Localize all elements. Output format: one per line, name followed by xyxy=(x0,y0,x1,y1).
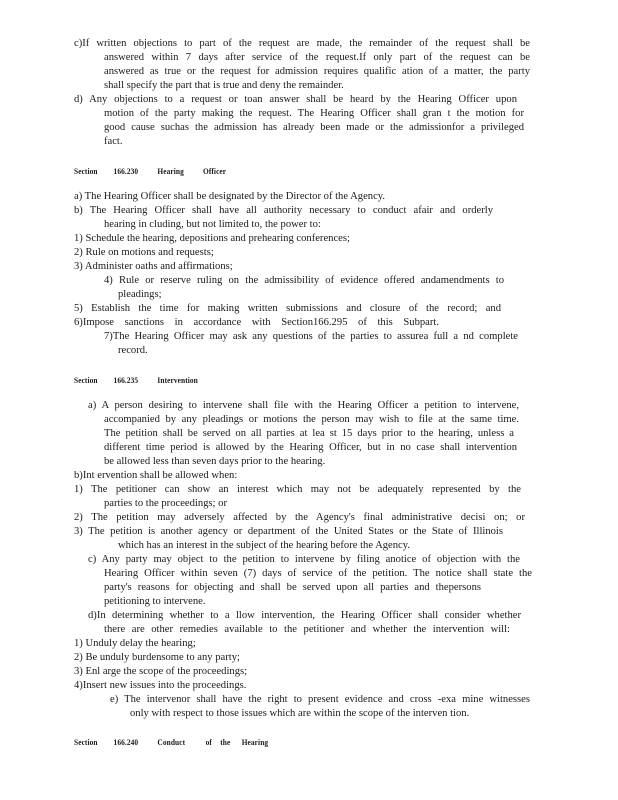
section-title-word: Hearing xyxy=(241,737,269,747)
section-235-line-4: different time period is allowed by the Hearing Officer, but in no case shall intervention xyxy=(104,442,517,453)
section-title-word: Officer xyxy=(203,166,227,176)
section-230-line-3: hearing in cluding, but not limited to, the power to: xyxy=(104,219,321,230)
section-number: 166.240 xyxy=(113,737,139,747)
section-235-line-16: d)In determining whether to a llow intervention, the Hearing Officer shall consider whether xyxy=(88,610,521,621)
section-title-word: the xyxy=(220,737,231,747)
section-230-line-5: 2) Rule on motions and requests; xyxy=(74,247,214,258)
section-label: Section xyxy=(74,166,98,176)
section-230-line-11: 7)The Hearing Officer may ask any questions of the parties to assurea full a nd complete xyxy=(104,331,518,342)
section-230-line-4: 1) Schedule the hearing, depositions and prehearing conferences; xyxy=(74,233,350,244)
section-235-line-15: petitioning to intervene. xyxy=(104,596,206,607)
section-235-line-14: party's reasons for objecting and shall be served upon all parties and thepersons xyxy=(104,582,481,593)
section-label: Section xyxy=(74,737,98,747)
section-235-line-5: be allowed less than seven days prior to the hearing. xyxy=(104,456,326,467)
section-235-line-22: e) The intervenor shall have the right to present evidence and cross -exa mine witnesses xyxy=(110,694,530,705)
paragraph-d-line-1: d) Any objections to a request or toan answer shall be heard by the Hearing Officer upon xyxy=(74,94,517,105)
section-title-word: of xyxy=(205,737,212,747)
section-235-line-20: 3) Enl arge the scope of the proceedings; xyxy=(74,666,248,677)
section-230-line-2: b) The Hearing Officer shall have all authority necessary to conduct afair and orderly xyxy=(74,205,493,216)
section-230-line-6: 3) Administer oaths and affirmations; xyxy=(74,261,233,272)
section-title-word: Intervention xyxy=(157,375,198,385)
paragraph-d-line-4: fact. xyxy=(104,136,123,147)
section-230-line-12: record. xyxy=(118,345,148,356)
paragraph-c-line-3: answered as true or the request for admission requires qualific ation of a matter, the party xyxy=(104,66,530,77)
section-label: Section xyxy=(74,375,98,385)
section-235-line-17: there are other remedies available to the petitioner and whether the intervention will: xyxy=(104,624,510,635)
paragraph-c-line-1: c)If written objections to part of the request are made, the remainder of the request shall be xyxy=(74,38,530,49)
section-number: 166.230 xyxy=(113,166,139,176)
section-title-word: Conduct xyxy=(157,737,186,747)
section-235-line-9: 2) The petition may adversely affected by the Agency's final administrative decisi on; or xyxy=(74,512,525,523)
section-number: 166.235 xyxy=(113,375,139,385)
section-235-line-19: 2) Be unduly burdensome to any party; xyxy=(74,652,240,663)
section-title-word: Hearing xyxy=(157,166,184,176)
section-heading-166-240 xyxy=(74,735,268,749)
section-230-line-7: 4) Rule or reserve ruling on the admissibility of evidence offered andamendments to xyxy=(104,275,504,286)
section-230-line-10: 6)Impose sanctions in accordance with Section166.295 of this Subpart. xyxy=(74,317,439,328)
section-230-line-9: 5) Establish the time for making written submissions and closure of the record; and xyxy=(74,303,501,314)
section-235-line-21: 4)Insert new issues into the proceedings. xyxy=(74,680,247,691)
section-235-line-11: which has an interest in the subject of the hearing before the Agency. xyxy=(118,540,411,551)
section-235-line-6: b)Int ervention shall be allowed when: xyxy=(74,470,238,481)
section-235-line-10: 3) The petition is another agency or department of the United States or the State of Illinois xyxy=(74,526,503,537)
section-235-line-1: a) A person desiring to intervene shall file with the Hearing Officer a petition to intervene, xyxy=(88,400,519,411)
section-heading-166-230 xyxy=(74,164,226,178)
paragraph-c-line-2: answered within 7 days after service of the request.If only part of the request can be xyxy=(104,52,530,63)
paragraph-d-line-3: good cause suchas the admission has already been made or the admissionfor a privileged xyxy=(104,122,524,133)
section-235-line-12: c) Any party may object to the petition to intervene by filing anotice of objection with the xyxy=(88,554,520,565)
section-235-line-7: 1) The petitioner can show an interest which may not be adequately represented by the xyxy=(74,484,521,495)
section-235-line-13: Hearing Officer within seven (7) days of service of the petition. The notice shall state the xyxy=(104,568,532,579)
section-230-line-8: pleadings; xyxy=(118,289,162,300)
section-235-line-18: 1) Unduly delay the hearing; xyxy=(74,638,196,649)
section-heading-166-235 xyxy=(74,373,198,387)
section-235-line-3: The petition shall be served on all parties at lea st 15 days prior to the hearing, unless a xyxy=(104,428,514,439)
paragraph-d-line-2: motion of the party making the request. The Hearing Officer shall gran t the motion for xyxy=(104,108,524,119)
section-230-line-1: a) The Hearing Officer shall be designated by the Director of the Agency. xyxy=(74,191,386,202)
section-235-line-23: only with respect to those issues which are within the scope of the interven tion. xyxy=(130,708,470,719)
paragraph-c-line-4: shall specify the part that is true and deny the remainder. xyxy=(104,80,344,91)
section-235-line-8: parties to the proceedings; or xyxy=(104,498,227,509)
section-235-line-2: accompanied by any pleadings or motions the person may wish to file at the same time. xyxy=(104,414,519,425)
